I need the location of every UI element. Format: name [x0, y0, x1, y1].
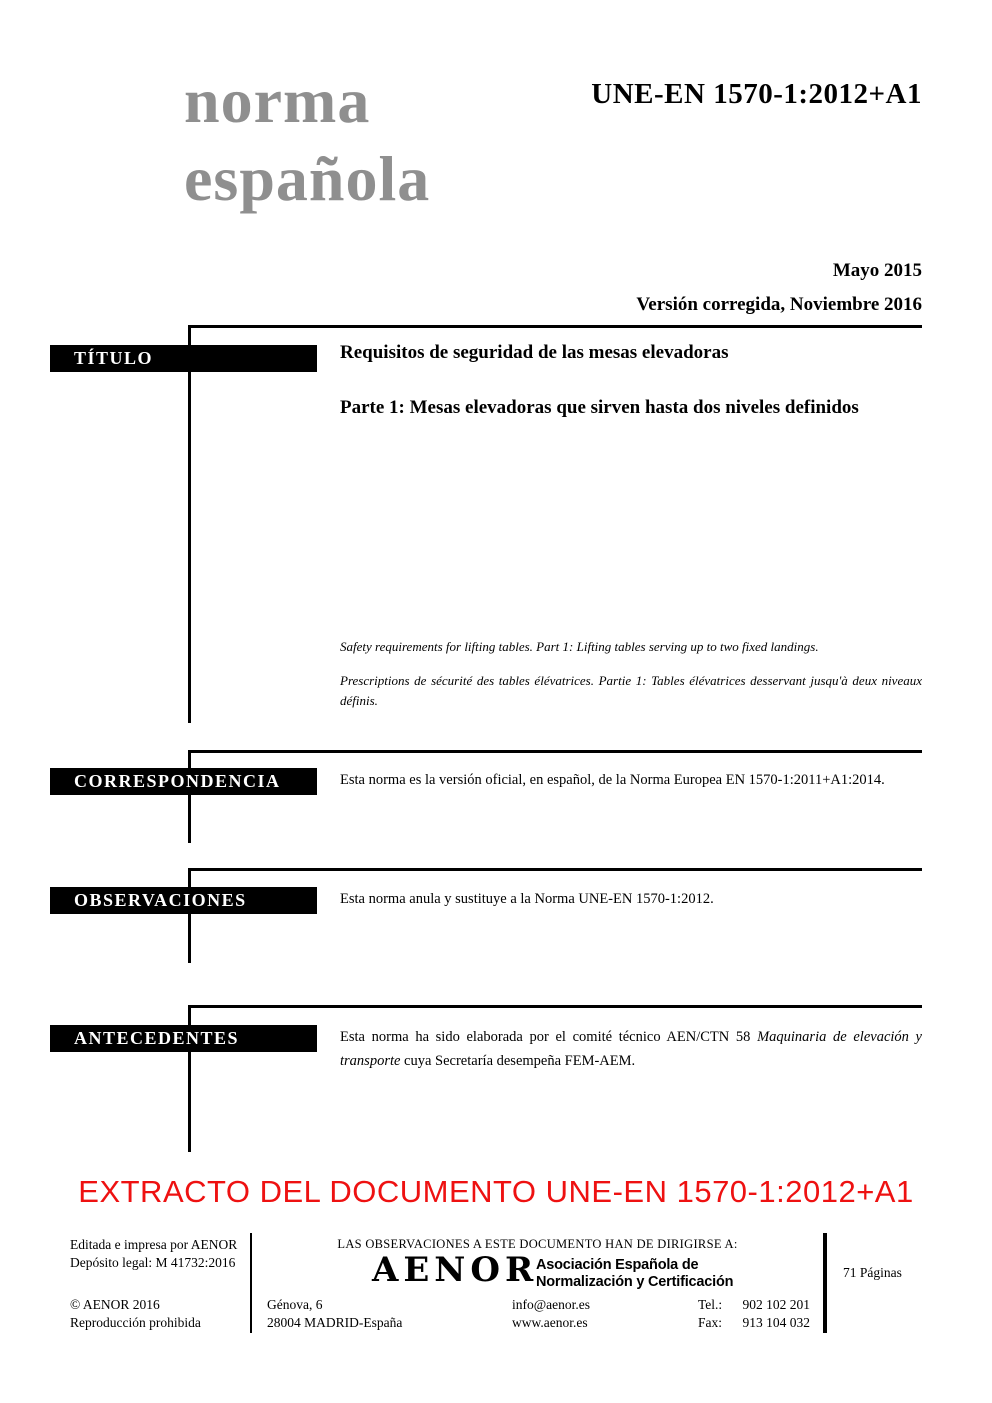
observaciones-rule-vertical — [188, 868, 191, 963]
footer-tel-row — [698, 1296, 810, 1314]
document-code: UNE-EN 1570-1:2012+A1 — [591, 78, 922, 110]
footer-observations-notice: LAS OBSERVACIONES A ESTE DOCUMENTO HAN DE DIRIGIRSE A: — [337, 1237, 738, 1251]
footer-phones — [698, 1296, 810, 1332]
aenor-org-line-1: Asociación Española de — [536, 1257, 699, 1273]
brand-line-2: española — [184, 143, 431, 214]
antecedentes-text — [340, 1025, 922, 1073]
observaciones-rule-horizontal — [188, 868, 922, 871]
footer-page-count: 71 Páginas — [843, 1265, 902, 1280]
title-english: Safety requirements for lifting tables. Part 1: Lifting tables serving up to two fixed landings. — [340, 639, 819, 654]
footer-copyright-line: © AENOR 2016 — [70, 1297, 160, 1312]
aenor-org-line-2: Normalización y Certificación — [536, 1274, 734, 1290]
footer-street: Génova, 6 — [267, 1297, 323, 1312]
antecedentes-text-regular-end: cuya Secretaría desempeña FEM-AEM. — [400, 1053, 636, 1069]
footer-contact-online — [512, 1296, 590, 1332]
antecedentes-rule-horizontal — [188, 1005, 922, 1008]
publication-date: Mayo 2015 — [832, 260, 922, 281]
footer-divider-right — [823, 1233, 827, 1333]
correspondencia-rule-vertical — [188, 750, 191, 843]
observaciones-label: OBSERVACIONES — [50, 887, 317, 914]
norma-espanola-logotype — [184, 62, 430, 218]
footer-city: 28004 MADRID-España — [267, 1315, 403, 1330]
title-main: Requisitos de seguridad de las mesas elevadoras — [340, 342, 729, 363]
correspondencia-rule-horizontal — [188, 750, 922, 753]
titulo-rule-horizontal — [188, 325, 922, 328]
aenor-logo: AENOR — [372, 1250, 539, 1290]
antecedentes-label: ANTECEDENTES — [50, 1025, 317, 1052]
footer-fax-row — [698, 1314, 810, 1332]
brand-line-1: norma — [184, 65, 371, 136]
title-french: Prescriptions de sécurité des tables élévatrices. Partie 1: Tables élévatrices desservant jusqu'à deux niveaux définis. — [340, 673, 922, 708]
footer-website: www.aenor.es — [512, 1315, 588, 1330]
footer-reproduction-line: Reproducción prohibida — [70, 1315, 201, 1330]
antecedentes-text-committee-name: Maquinaria de elevación y transporte — [340, 1029, 922, 1069]
aenor-org-name — [536, 1257, 733, 1291]
correspondencia-label: CORRESPONDENCIA — [50, 768, 317, 795]
footer-email: info@aenor.es — [512, 1297, 591, 1312]
footer-address — [267, 1296, 402, 1332]
footer-fax-value: 913 104 032 — [742, 1315, 810, 1330]
footer-tel-value: 902 102 201 — [742, 1297, 810, 1312]
observaciones-text: Esta norma anula y sustituye a la Norma UNE-EN 1570-1:2012. — [340, 891, 714, 907]
antecedentes-text-regular: Esta norma ha sido elaborada por el comité técnico AEN/CTN 58 — [340, 1029, 758, 1045]
footer-copyright — [70, 1296, 201, 1332]
footer-imprint — [70, 1236, 237, 1272]
titulo-rule-vertical — [188, 325, 191, 723]
titulo-label: TÍTULO — [50, 345, 317, 372]
extract-banner: EXTRACTO DEL DOCUMENTO UNE-EN 1570-1:2012+A1 — [78, 1174, 914, 1209]
title-part: Parte 1: Mesas elevadoras que sirven hasta dos niveles definidos — [340, 397, 859, 418]
footer-tel-label: Tel.: — [698, 1297, 723, 1312]
corrected-version-note: Versión corregida, Noviembre 2016 — [636, 294, 922, 315]
footer-edited-by: Editada e impresa por AENOR — [70, 1237, 238, 1252]
footer-legal-deposit: Depósito legal: M 41732:2016 — [70, 1255, 236, 1270]
correspondencia-text: Esta norma es la versión oficial, en español, de la Norma Europea EN 1570-1:2011+A1:2014. — [340, 772, 885, 788]
footer-fax-label: Fax: — [698, 1315, 723, 1330]
